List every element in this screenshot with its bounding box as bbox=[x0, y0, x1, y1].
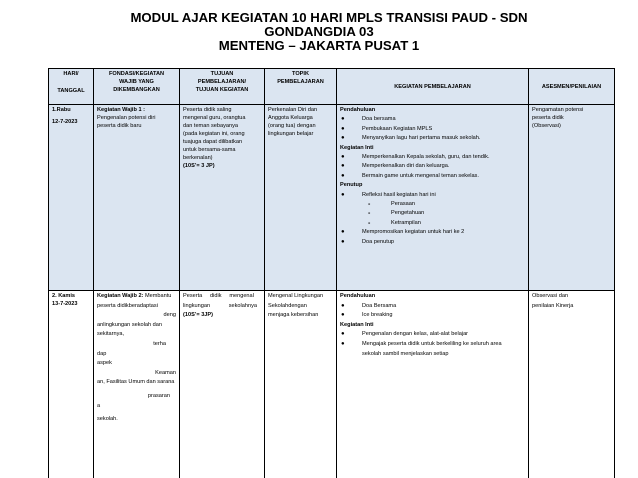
cell-kegiatan bbox=[337, 105, 529, 291]
list-item: ● Pengenalan dengan kelas, alat-alat belajar bbox=[340, 330, 525, 340]
cell-tujuan: Peserta didik saling mengenal guru, orangtua dan teman sebayanya (pada kegiatan ini, orang tuajuga dapat dilibatkan untuk bersama-sama berkenalan) (10S’= 3 JP) bbox=[180, 105, 265, 291]
header-fondasi: FONDASI/KEGIATAN WAJIB YANG DIKEMBANGKAN bbox=[94, 69, 180, 105]
cell-asesmen: Pengamatan potensi peserta didik (Observasi) bbox=[529, 105, 615, 291]
list-item: ● Doa bersama bbox=[340, 115, 525, 124]
table-row bbox=[49, 291, 615, 478]
cell-topik: Mengenal Lingkungan Sekolahdengan menjaga kebersihan bbox=[265, 291, 337, 478]
list-item: ● Doa penutup bbox=[340, 238, 525, 247]
cell-kegiatan bbox=[337, 291, 529, 478]
header-kegiatan: KEGIATAN PEMBELAJARAN bbox=[337, 69, 529, 105]
list-item: - Pengetahuan bbox=[340, 209, 525, 218]
list-item: ● Bermain game untuk mengenal teman sekelas. bbox=[340, 172, 525, 181]
section-inti: Kegiatan Inti bbox=[340, 321, 374, 328]
header-asesmen: ASESMEN/PENILAIAN bbox=[529, 69, 615, 105]
header-tujuan: TUJUAN PEMBELAJARAN/ TUJUAN KEGIATAN bbox=[180, 69, 265, 105]
section-inti: Kegiatan Inti bbox=[340, 144, 374, 151]
section-pendahuluan: Pendahuluan bbox=[340, 293, 376, 299]
list-item: - Ketrampilan bbox=[340, 219, 525, 228]
header-hari: HARI/ TANGGAL bbox=[49, 69, 94, 105]
doc-title-line2: GONDANGDIA 03 bbox=[264, 24, 374, 39]
section-penutup: Penutup bbox=[340, 182, 363, 189]
list-item: - Perasaan bbox=[340, 200, 525, 209]
cell-asesmen: Observasi dan penilaian Kinerja bbox=[529, 291, 615, 478]
header-topik: TOPIK PEMBELAJARAN bbox=[265, 69, 337, 105]
cell-fondasi: Kegiatan Wajib 1 : Pengenalan potensi diri peserta didik baru bbox=[94, 105, 180, 291]
doc-title-line3: MENTENG – JAKARTA PUSAT 1 bbox=[218, 38, 420, 53]
doc-title-line1: MODUL AJAR KEGIATAN 10 HARI MPLS TRANSISI PAUD - SDN bbox=[130, 10, 528, 25]
list-item: ● Mengajak peserta didik untuk berkeliling ke seluruh area sekolah sambil menjelaskan setiap bbox=[340, 340, 525, 359]
cell-fondasi: Kegiatan Wajib 2: Membantu peserta didikberadaptasi deng anlingkungan sekolah dan sekitarnya, terha dap aspek Keaman an, Fasilitas Umum dan sarana prasaran a sekolah. bbox=[94, 291, 180, 478]
list-item: ● Mempromosikan kegiatan untuk hari ke 2 bbox=[340, 228, 525, 237]
table-header-row bbox=[49, 69, 615, 105]
cell-hari: 1.Rabu 12-7-2023 bbox=[49, 105, 94, 291]
cell-tujuan: Peserta didik mengenal lingkungan sekolahnya (10S’= 3JP) bbox=[180, 291, 265, 478]
list-item: ● Doa Bersama bbox=[340, 302, 525, 312]
list-item: ● Memperkenalkan Kepala sekolah, guru, dan tendik. bbox=[340, 153, 525, 162]
list-item: ● Refleksi hasil kegiatan hari ini bbox=[340, 191, 525, 200]
section-pendahuluan: Pendahuluan bbox=[340, 107, 376, 113]
list-item: ● Menyanyikan lagu hari pertama masuk sekolah. bbox=[340, 134, 525, 143]
lesson-table bbox=[48, 68, 615, 478]
list-item: ● Ice breaking bbox=[340, 311, 525, 321]
list-item: ● Memperkenalkan diri dan keluarga. bbox=[340, 162, 525, 171]
cell-hari: 2. Kamis 13-7-2023 bbox=[49, 291, 94, 478]
table-row bbox=[49, 105, 615, 291]
list-item: ● Pembukaan Kegiatan MPLS bbox=[340, 125, 525, 134]
cell-topik: Perkenalan Diri dan Anggota Keluarga (orang tua) dengan lingkungan belajar bbox=[265, 105, 337, 291]
